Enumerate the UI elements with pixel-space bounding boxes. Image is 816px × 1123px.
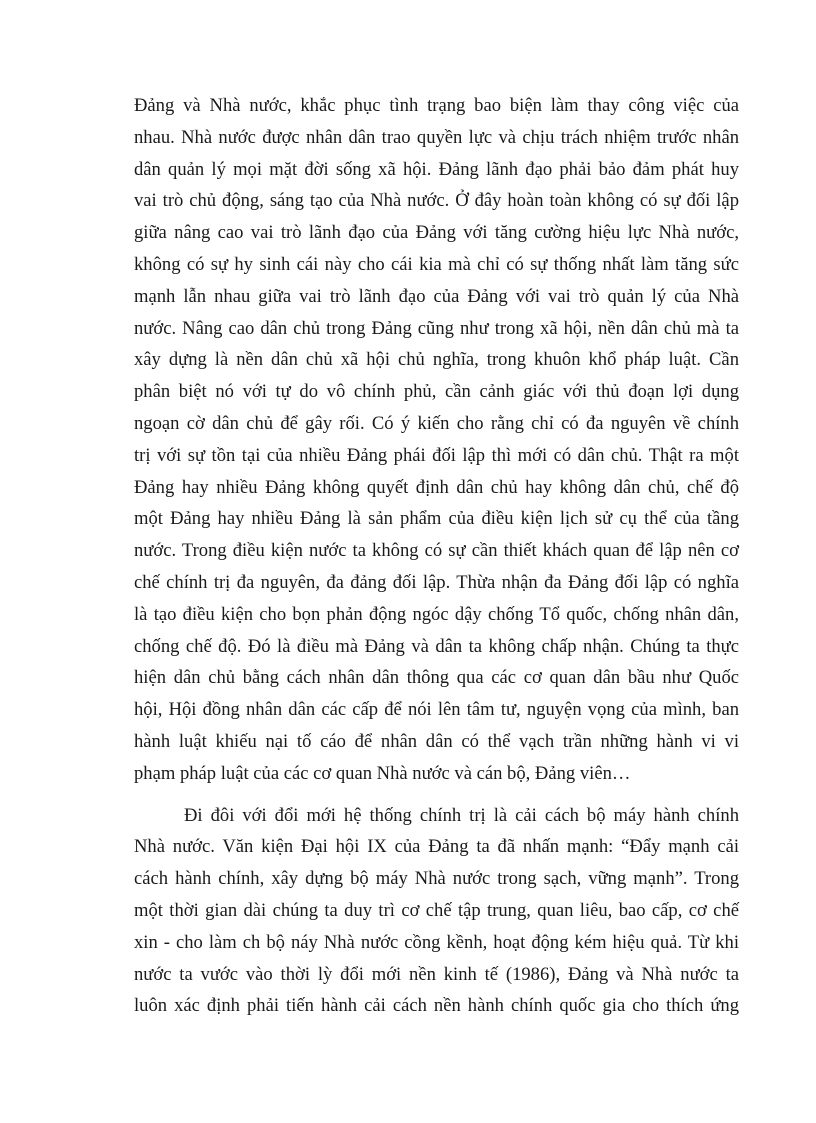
paragraph-line: không có sự hy sinh cái này cho cái kia mà chỉ có sự thống nhất làm tăng sức [134, 253, 739, 275]
paragraph-spacer [134, 790, 739, 800]
paragraph-line: một thời gian dài chúng ta duy trì cơ chế tập trung, quan liêu, bao cấp, cơ chế [134, 899, 739, 921]
paragraph-line: dân quản lý mọi mặt đời sống xã hội. Đảng lãnh đạo phải bảo đảm phát huy [134, 158, 739, 180]
paragraph-line: Đi đôi với đổi mới hệ thống chính trị là cải cách bộ máy hành chính [184, 804, 739, 826]
paragraph-line: hội, Hội đồng nhân dân các cấp để nói lên tâm tư, nguyện vọng của mình, ban [134, 699, 739, 721]
paragraph-line: cách hành chính, xây dựng bộ máy Nhà nước trong sạch, vững mạnh”. Trong [134, 868, 739, 890]
document-body [134, 90, 739, 1022]
paragraph-line: vai trò chủ động, sáng tạo của Nhà nước. Ở đây hoàn toàn không có sự đối lập [134, 190, 739, 212]
paragraph-line: phân biệt nó với tự do vô chính phủ, cần cảnh giác với thủ đoạn lợi dụng [134, 381, 739, 403]
paragraph-line: nước. Nâng cao dân chủ trong Đảng cũng như trong xã hội, nền dân chủ mà ta [134, 317, 739, 339]
paragraph-line: nước. Trong điều kiện nước ta không có sự cần thiết khách quan để lập nên cơ [134, 540, 739, 562]
paragraph-line: chế chính trị đa nguyên, đa đảng đối lập. Thừa nhận đa Đảng đối lập có nghĩa [134, 571, 739, 593]
paragraph-line: mạnh lẫn nhau giữa vai trò lãnh đạo của Đảng với vai trò quản lý của Nhà [134, 285, 739, 307]
paragraph-line: hành luật khiếu nại tố cáo để nhân dân có thể vạch trần những hành vi vi [134, 730, 739, 752]
paragraph-line: là tạo điều kiện cho bọn phản động ngóc dậy chống Tổ quốc, chống nhân dân, [134, 603, 739, 625]
paragraph-line: Đảng và Nhà nước, khắc phục tình trạng bao biện làm thay công việc của [134, 95, 739, 116]
paragraph-1 [134, 90, 739, 790]
paragraph-line: nước ta vước vào thời lỳ đổi mới nền kinh tế (1986), Đảng và Nhà nước ta [134, 963, 739, 985]
paragraph-line: phạm pháp luật của các cơ quan Nhà nước và cán bộ, Đảng viên… [134, 762, 631, 784]
paragraph-line: hiện dân chủ bằng cách nhân dân thông qua các cơ quan dân bầu như Quốc [134, 667, 739, 689]
paragraph-line: trị với sự tồn tại của nhiều Đảng phái đối lập thì mới có dân chủ. Thật ra một [134, 444, 739, 466]
paragraph-line: xin - cho làm ch bộ náy Nhà nước cồng kềnh, hoạt động kém hiệu quả. Từ khi [134, 931, 739, 953]
paragraph-line: Đảng hay nhiều Đảng không quyết định dân chủ hay không dân chủ, chế độ [134, 476, 739, 498]
paragraph-line: giữa nâng cao vai trò lãnh đạo của Đảng với tăng cường hiệu lực Nhà nước, [134, 222, 739, 244]
paragraph-line: xây dựng là nền dân chủ xã hội chủ nghĩa, trong khuôn khổ pháp luật. Cần [134, 349, 739, 371]
paragraph-line: ngoạn cờ dân chủ để gây rối. Có ý kiến cho rằng chỉ có đa nguyên về chính [134, 412, 739, 434]
paragraph-line: nhau. Nhà nước được nhân dân trao quyền lực và chịu trách nhiệm trước nhân [134, 126, 739, 148]
paragraph-line: luôn xác định phải tiến hành cải cách nền hành chính quốc gia cho thích ứng [134, 995, 739, 1017]
paragraph-2 [134, 800, 739, 1023]
paragraph-line: Nhà nước. Văn kiện Đại hội IX của Đảng ta đã nhấn mạnh: “Đẩy mạnh cải [134, 836, 739, 858]
paragraph-line: một Đảng hay nhiều Đảng là sản phẩm của điều kiện lịch sử cụ thể của tầng [134, 508, 739, 530]
paragraph-line: chống chế độ. Đó là điều mà Đảng và dân ta không chấp nhận. Chúng ta thực [134, 635, 739, 657]
